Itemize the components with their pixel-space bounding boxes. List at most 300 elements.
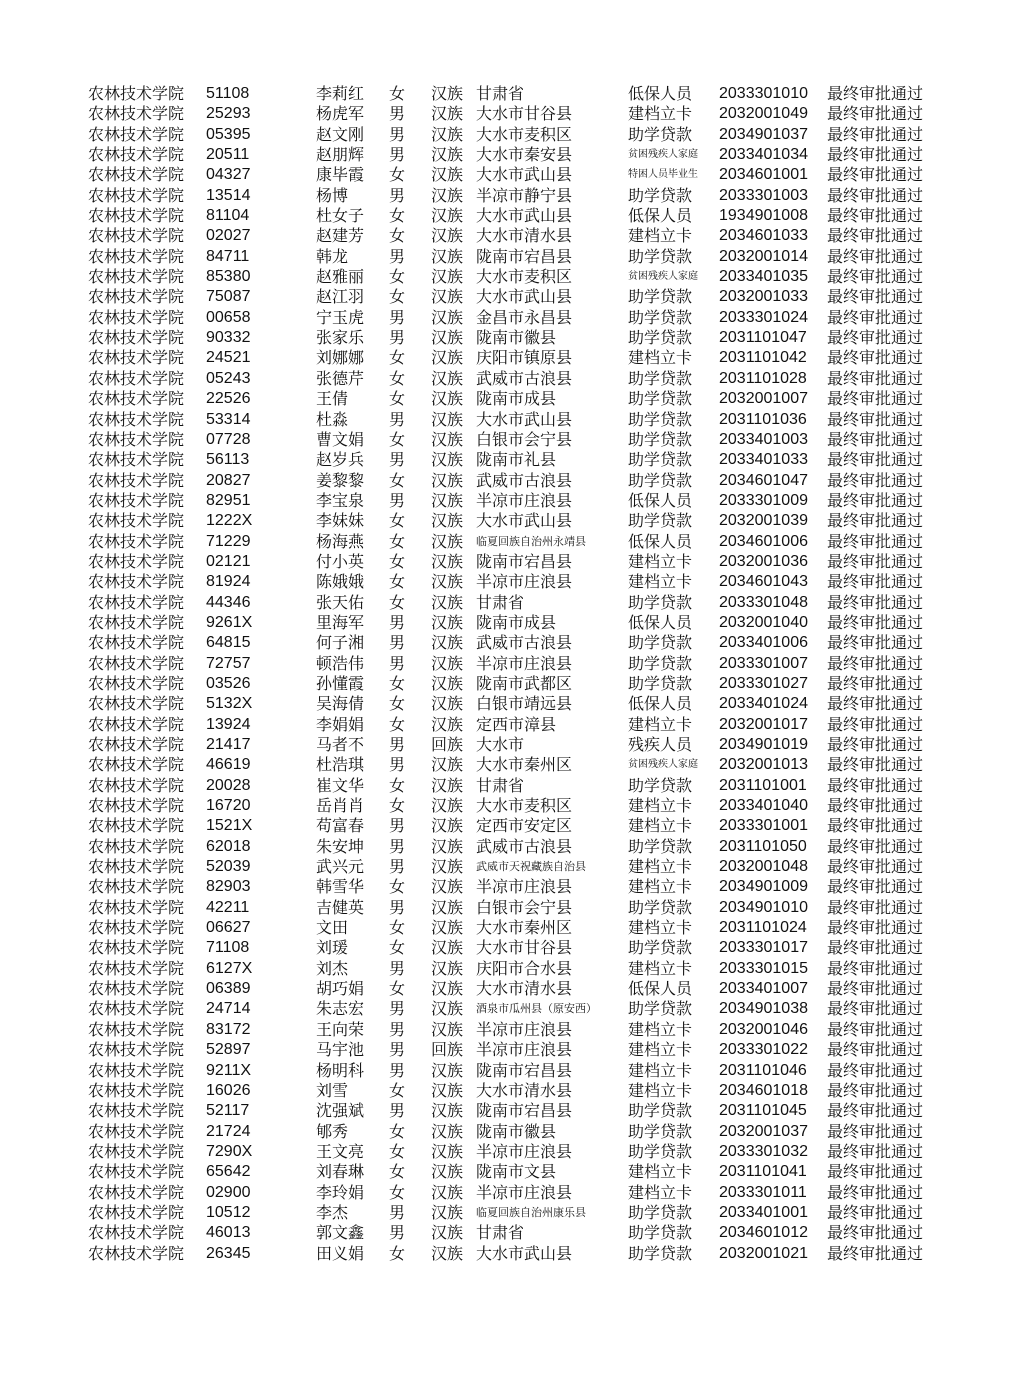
school-name: 农林技术学院: [88, 450, 185, 470]
approval-status: 最终审批通过: [827, 307, 924, 327]
aid-category: 助学贷款: [628, 429, 693, 449]
approval-list-table: [0, 84, 1024, 1264]
approval-status: 最终审批通过: [827, 1182, 924, 1202]
application-code: 2031101042: [719, 349, 807, 367]
student-name: 赵文刚: [316, 124, 365, 144]
student-name: 张家乐: [316, 328, 365, 348]
ethnicity: 汉族: [431, 450, 464, 470]
student-name: 文田: [316, 918, 349, 938]
gender: 女: [389, 531, 406, 551]
school-name: 农林技术学院: [88, 1162, 185, 1182]
student-id-suffix: 21417: [206, 736, 251, 753]
approval-status: 最终审批通过: [827, 226, 924, 246]
student-id-suffix: 03526: [206, 674, 251, 692]
application-code: 2031101001: [719, 776, 807, 794]
ethnicity: 汉族: [431, 1162, 464, 1182]
approval-status: 最终审批通过: [827, 450, 924, 470]
place-of-origin: 甘肃省: [476, 1223, 525, 1243]
student-id-suffix: 52039: [206, 858, 251, 876]
gender: 男: [389, 633, 406, 653]
student-name: 杨虎军: [316, 104, 365, 124]
gender: 女: [389, 206, 406, 226]
approval-status: 最终审批通过: [827, 735, 924, 754]
application-code: 2032001036: [719, 552, 808, 570]
place-of-origin: 酒泉市瓜州县（原安西）: [476, 1002, 597, 1016]
ethnicity: 汉族: [431, 531, 464, 551]
gender: 男: [389, 450, 406, 470]
student-name: 胡巧娟: [316, 979, 365, 999]
gender: 男: [389, 1202, 406, 1222]
application-code: 2034601006: [719, 532, 808, 550]
table-row: [0, 898, 1024, 918]
school-name: 农林技术学院: [88, 551, 185, 571]
approval-status: 最终审批通过: [827, 816, 924, 836]
aid-category: 助学贷款: [628, 470, 693, 490]
table-row: [0, 267, 1024, 287]
aid-category: 助学贷款: [628, 409, 693, 429]
approval-status: 最终审批通过: [827, 999, 924, 1019]
student-id-suffix: 02027: [206, 227, 251, 245]
application-code: 2032001046: [719, 1020, 808, 1038]
student-id-suffix: 05243: [206, 369, 251, 387]
application-code: 2034601012: [719, 1224, 808, 1242]
student-id-suffix: 1222X: [206, 512, 253, 530]
student-name: 朱安坤: [316, 836, 365, 856]
ethnicity: 汉族: [431, 836, 464, 856]
aid-category: 助学贷款: [628, 673, 693, 693]
student-id-suffix: 56113: [206, 451, 250, 469]
application-code: 2034601033: [719, 227, 808, 245]
school-name: 农林技术学院: [88, 775, 185, 795]
table-row: [0, 654, 1024, 674]
student-name: 姜黎黎: [316, 470, 365, 490]
place-of-origin: 半凉市庄浪县: [476, 1182, 573, 1202]
gender: 男: [389, 1019, 406, 1039]
application-code: 2033401007: [719, 980, 808, 998]
school-name: 农林技术学院: [88, 104, 185, 124]
table-row: [0, 674, 1024, 694]
aid-category: 建档立卡: [628, 1162, 693, 1182]
approval-status: 最终审批通过: [827, 368, 924, 388]
place-of-origin: 大水市甘谷县: [476, 104, 573, 124]
approval-status: 最终审批通过: [827, 1162, 924, 1182]
ethnicity: 汉族: [431, 206, 464, 226]
student-id-suffix: 62018: [206, 837, 251, 855]
table-row: [0, 145, 1024, 165]
student-name: 岳肖肖: [316, 796, 365, 816]
place-of-origin: 大水市武山县: [476, 511, 573, 531]
table-row: [0, 1122, 1024, 1142]
school-name: 农林技术学院: [88, 572, 185, 592]
place-of-origin: 陇南市宕昌县: [476, 1060, 573, 1080]
approval-status: 最终审批通过: [827, 246, 924, 266]
gender: 男: [389, 1040, 406, 1060]
ethnicity: 汉族: [431, 1182, 464, 1202]
school-name: 农林技术学院: [88, 938, 185, 958]
ethnicity: 汉族: [431, 551, 464, 571]
approval-status: 最终审批通过: [827, 714, 924, 734]
place-of-origin: 武威市古浪县: [476, 470, 573, 490]
place-of-origin: 陇南市宕昌县: [476, 551, 573, 571]
student-id-suffix: 20827: [206, 471, 251, 489]
aid-category: 建档立卡: [628, 877, 693, 897]
approval-status: 最终审批通过: [827, 877, 924, 897]
application-code: 2034601001: [719, 166, 808, 184]
school-name: 农林技术学院: [88, 267, 185, 287]
table-row: [0, 410, 1024, 430]
place-of-origin: 大水市清水县: [476, 226, 573, 246]
approval-status: 最终审批通过: [827, 755, 924, 775]
place-of-origin: 临夏回族自治州永靖县: [476, 534, 586, 548]
application-code: 2033301015: [719, 959, 808, 977]
ethnicity: 汉族: [431, 1060, 464, 1080]
approval-status: 最终审批通过: [827, 429, 924, 449]
place-of-origin: 陇南市徽县: [476, 1121, 557, 1141]
approval-status: 最终审批通过: [827, 104, 924, 124]
place-of-origin: 半凉市庄浪县: [476, 877, 573, 897]
table-row: [0, 308, 1024, 328]
gender: 女: [389, 796, 406, 816]
gender: 女: [389, 1182, 406, 1202]
gender: 女: [389, 673, 406, 693]
place-of-origin: 大水市麦积区: [476, 796, 573, 816]
school-name: 农林技术学院: [88, 1040, 185, 1060]
student-name: 曹文娟: [316, 429, 365, 449]
student-name: 陈娥娥: [316, 572, 365, 592]
place-of-origin: 定西市安定区: [476, 816, 573, 836]
school-name: 农林技术学院: [88, 348, 185, 368]
approval-status: 最终审批通过: [827, 633, 924, 653]
application-code: 2033401003: [719, 430, 808, 448]
place-of-origin: 大水市秦安县: [476, 145, 573, 165]
application-code: 2032001021: [719, 1244, 808, 1262]
gender: 女: [389, 592, 406, 612]
place-of-origin: 陇南市文县: [476, 1162, 557, 1182]
gender: 男: [389, 816, 406, 836]
ethnicity: 汉族: [431, 979, 464, 999]
student-id-suffix: 9261X: [206, 613, 253, 631]
ethnicity: 汉族: [431, 84, 464, 103]
ethnicity: 汉族: [431, 1202, 464, 1222]
approval-status: 最终审批通过: [827, 979, 924, 999]
approval-status: 最终审批通过: [827, 612, 924, 632]
application-code: 2031101045: [719, 1102, 807, 1120]
aid-category: 助学贷款: [628, 185, 693, 205]
application-code: 2032001039: [719, 512, 808, 530]
school-name: 农林技术学院: [88, 755, 185, 775]
ethnicity: 汉族: [431, 348, 464, 368]
student-id-suffix: 06627: [206, 919, 251, 937]
ethnicity: 汉族: [431, 714, 464, 734]
application-code: 2033401001: [719, 1203, 808, 1221]
student-name: 李杰: [316, 1202, 349, 1222]
place-of-origin: 甘肃省: [476, 84, 525, 103]
school-name: 农林技术学院: [88, 165, 185, 185]
school-name: 农林技术学院: [88, 735, 185, 754]
ethnicity: 汉族: [431, 653, 464, 673]
school-name: 农林技术学院: [88, 145, 185, 165]
student-id-suffix: 24714: [206, 1000, 251, 1018]
student-id-suffix: 64815: [206, 634, 251, 652]
approval-status: 最终审批通过: [827, 490, 924, 510]
approval-status: 最终审批通过: [827, 470, 924, 490]
aid-category: 助学贷款: [628, 1223, 693, 1243]
approval-status: 最终审批通过: [827, 592, 924, 612]
place-of-origin: 庆阳市镇原县: [476, 348, 573, 368]
school-name: 农林技术学院: [88, 877, 185, 897]
aid-category: 助学贷款: [628, 287, 693, 307]
table-row: [0, 979, 1024, 999]
place-of-origin: 陇南市武都区: [476, 673, 573, 693]
student-id-suffix: 02900: [206, 1183, 251, 1201]
student-id-suffix: 07728: [206, 430, 251, 448]
school-name: 农林技术学院: [88, 979, 185, 999]
application-code: 2031101047: [719, 329, 807, 347]
place-of-origin: 大水市武山县: [476, 287, 573, 307]
application-code: 2032001013: [719, 756, 808, 774]
student-name: 王倩: [316, 389, 349, 409]
aid-category: 低保人员: [628, 694, 693, 714]
student-id-suffix: 82903: [206, 878, 251, 896]
application-code: 2032001037: [719, 1122, 808, 1140]
approval-status: 最终审批通过: [827, 918, 924, 938]
school-name: 农林技术学院: [88, 653, 185, 673]
application-code: 2033301017: [719, 939, 808, 957]
aid-category: 低保人员: [628, 531, 693, 551]
gender: 女: [389, 572, 406, 592]
table-row: [0, 165, 1024, 185]
student-name: 吴海倩: [316, 694, 365, 714]
aid-category: 建档立卡: [628, 796, 693, 816]
place-of-origin: 大水市秦州区: [476, 918, 573, 938]
table-row: [0, 186, 1024, 206]
student-name: 苟富春: [316, 816, 365, 836]
ethnicity: 汉族: [431, 470, 464, 490]
aid-category: 贫困残疾人家庭: [628, 271, 698, 283]
application-code: 2033301003: [719, 186, 808, 204]
student-name: 杨博: [316, 185, 349, 205]
ethnicity: 汉族: [431, 1019, 464, 1039]
place-of-origin: 大水市武山县: [476, 165, 573, 185]
gender: 女: [389, 389, 406, 409]
approval-status: 最终审批通过: [827, 84, 924, 103]
aid-category: 助学贷款: [628, 775, 693, 795]
approval-status: 最终审批通过: [827, 206, 924, 226]
school-name: 农林技术学院: [88, 592, 185, 612]
student-name: 赵建芳: [316, 226, 365, 246]
approval-status: 最终审批通过: [827, 694, 924, 714]
place-of-origin: 大水市清水县: [476, 1080, 573, 1100]
student-name: 郇秀: [316, 1121, 349, 1141]
aid-category: 助学贷款: [628, 1121, 693, 1141]
place-of-origin: 大水市麦积区: [476, 124, 573, 144]
approval-status: 最终审批通过: [827, 124, 924, 144]
student-id-suffix: 53314: [206, 410, 251, 428]
gender: 男: [389, 185, 406, 205]
student-id-suffix: 13514: [206, 186, 251, 204]
school-name: 农林技术学院: [88, 796, 185, 816]
student-name: 杜女子: [316, 206, 365, 226]
application-code: 2031101050: [719, 837, 807, 855]
table-row: [0, 1020, 1024, 1040]
gender: 女: [389, 511, 406, 531]
ethnicity: 汉族: [431, 368, 464, 388]
aid-category: 助学贷款: [628, 1202, 693, 1222]
student-name: 田义娟: [316, 1243, 365, 1263]
aid-category: 助学贷款: [628, 836, 693, 856]
place-of-origin: 武威市古浪县: [476, 836, 573, 856]
application-code: 2031101028: [719, 369, 807, 387]
place-of-origin: 武威市古浪县: [476, 633, 573, 653]
application-code: 2032001049: [719, 105, 808, 123]
gender: 女: [389, 368, 406, 388]
school-name: 农林技术学院: [88, 531, 185, 551]
school-name: 农林技术学院: [88, 1080, 185, 1100]
gender: 男: [389, 124, 406, 144]
ethnicity: 汉族: [431, 389, 464, 409]
approval-status: 最终审批通过: [827, 1019, 924, 1039]
student-name: 崔文华: [316, 775, 365, 795]
gender: 女: [389, 1243, 406, 1263]
approval-status: 最终审批通过: [827, 673, 924, 693]
application-code: 2032001014: [719, 247, 808, 265]
aid-category: 助学贷款: [628, 450, 693, 470]
table-row: [0, 776, 1024, 796]
ethnicity: 汉族: [431, 755, 464, 775]
student-id-suffix: 21724: [206, 1122, 251, 1140]
approval-status: 最终审批通过: [827, 1141, 924, 1161]
school-name: 农林技术学院: [88, 1202, 185, 1222]
approval-status: 最终审批通过: [827, 165, 924, 185]
ethnicity: 汉族: [431, 592, 464, 612]
ethnicity: 回族: [431, 1040, 464, 1060]
student-name: 刘娜娜: [316, 348, 365, 368]
aid-category: 建档立卡: [628, 918, 693, 938]
application-code: 2033401006: [719, 634, 808, 652]
application-code: 2033301027: [719, 674, 808, 692]
student-id-suffix: 85380: [206, 268, 251, 286]
approval-status: 最终审批通过: [827, 1202, 924, 1222]
table-row: [0, 918, 1024, 938]
ethnicity: 汉族: [431, 1080, 464, 1100]
gender: 女: [389, 226, 406, 246]
table-row: [0, 593, 1024, 613]
ethnicity: 汉族: [431, 409, 464, 429]
student-id-suffix: 25293: [206, 105, 251, 123]
student-name: 张德芹: [316, 368, 365, 388]
table-row: [0, 226, 1024, 246]
aid-category: 建档立卡: [628, 348, 693, 368]
aid-category: 助学贷款: [628, 246, 693, 266]
student-id-suffix: 13924: [206, 715, 251, 733]
approval-status: 最终审批通过: [827, 145, 924, 165]
place-of-origin: 大水市武山县: [476, 206, 573, 226]
application-code: 2033401035: [719, 268, 808, 286]
school-name: 农林技术学院: [88, 429, 185, 449]
school-name: 农林技术学院: [88, 490, 185, 510]
student-id-suffix: 83172: [206, 1020, 251, 1038]
application-code: 2031101024: [719, 919, 807, 937]
approval-status: 最终审批通过: [827, 1040, 924, 1060]
student-id-suffix: 81104: [206, 207, 250, 225]
school-name: 农林技术学院: [88, 1141, 185, 1161]
student-name: 李玲娟: [316, 1182, 365, 1202]
student-name: 赵江羽: [316, 287, 365, 307]
gender: 女: [389, 1080, 406, 1100]
gender: 男: [389, 836, 406, 856]
application-code: 2034901019: [719, 736, 808, 753]
aid-category: 贫困残疾人家庭: [628, 759, 698, 771]
school-name: 农林技术学院: [88, 836, 185, 856]
gender: 女: [389, 84, 406, 103]
approval-status: 最终审批通过: [827, 938, 924, 958]
table-row: [0, 206, 1024, 226]
aid-category: 残疾人员: [628, 735, 693, 754]
student-id-suffix: 90332: [206, 329, 251, 347]
aid-category: 低保人员: [628, 490, 693, 510]
aid-category: 建档立卡: [628, 1080, 693, 1100]
ethnicity: 汉族: [431, 796, 464, 816]
ethnicity: 回族: [431, 735, 464, 754]
table-row: [0, 287, 1024, 307]
gender: 女: [389, 551, 406, 571]
aid-category: 助学贷款: [628, 592, 693, 612]
ethnicity: 汉族: [431, 694, 464, 714]
table-row: [0, 1101, 1024, 1121]
approval-status: 最终审批通过: [827, 796, 924, 816]
aid-category: 助学贷款: [628, 999, 693, 1019]
application-code: 2033301001: [719, 817, 808, 835]
gender: 女: [389, 348, 406, 368]
place-of-origin: 武威市古浪县: [476, 368, 573, 388]
place-of-origin: 白银市会宁县: [476, 429, 573, 449]
application-code: 2033401024: [719, 695, 808, 713]
school-name: 农林技术学院: [88, 857, 185, 877]
place-of-origin: 陇南市礼县: [476, 450, 557, 470]
student-id-suffix: 82951: [206, 491, 251, 509]
application-code: 2033301011: [719, 1183, 807, 1201]
table-row: [0, 755, 1024, 775]
aid-category: 助学贷款: [628, 124, 693, 144]
application-code: 2032001033: [719, 288, 808, 306]
application-code: 2033301048: [719, 593, 808, 611]
application-code: 2032001040: [719, 613, 808, 631]
approval-status: 最终审批通过: [827, 836, 924, 856]
school-name: 农林技术学院: [88, 389, 185, 409]
gender: 男: [389, 145, 406, 165]
aid-category: 建档立卡: [628, 1019, 693, 1039]
ethnicity: 汉族: [431, 429, 464, 449]
table-row: [0, 572, 1024, 592]
student-name: 吉健英: [316, 897, 365, 917]
approval-status: 最终审批通过: [827, 1243, 924, 1263]
ethnicity: 汉族: [431, 857, 464, 877]
application-code: 2033301009: [719, 491, 808, 509]
table-row: [0, 857, 1024, 877]
approval-status: 最终审批通过: [827, 958, 924, 978]
table-row: [0, 633, 1024, 653]
student-id-suffix: 71108: [206, 939, 250, 957]
aid-category: 建档立卡: [628, 551, 693, 571]
place-of-origin: 半凉市庄浪县: [476, 572, 573, 592]
gender: 女: [389, 918, 406, 938]
student-id-suffix: 22526: [206, 390, 251, 408]
student-id-suffix: 20511: [206, 146, 250, 164]
ethnicity: 汉族: [431, 897, 464, 917]
student-name: 杜浩琪: [316, 755, 365, 775]
approval-status: 最终审批通过: [827, 857, 924, 877]
place-of-origin: 陇南市成县: [476, 612, 557, 632]
